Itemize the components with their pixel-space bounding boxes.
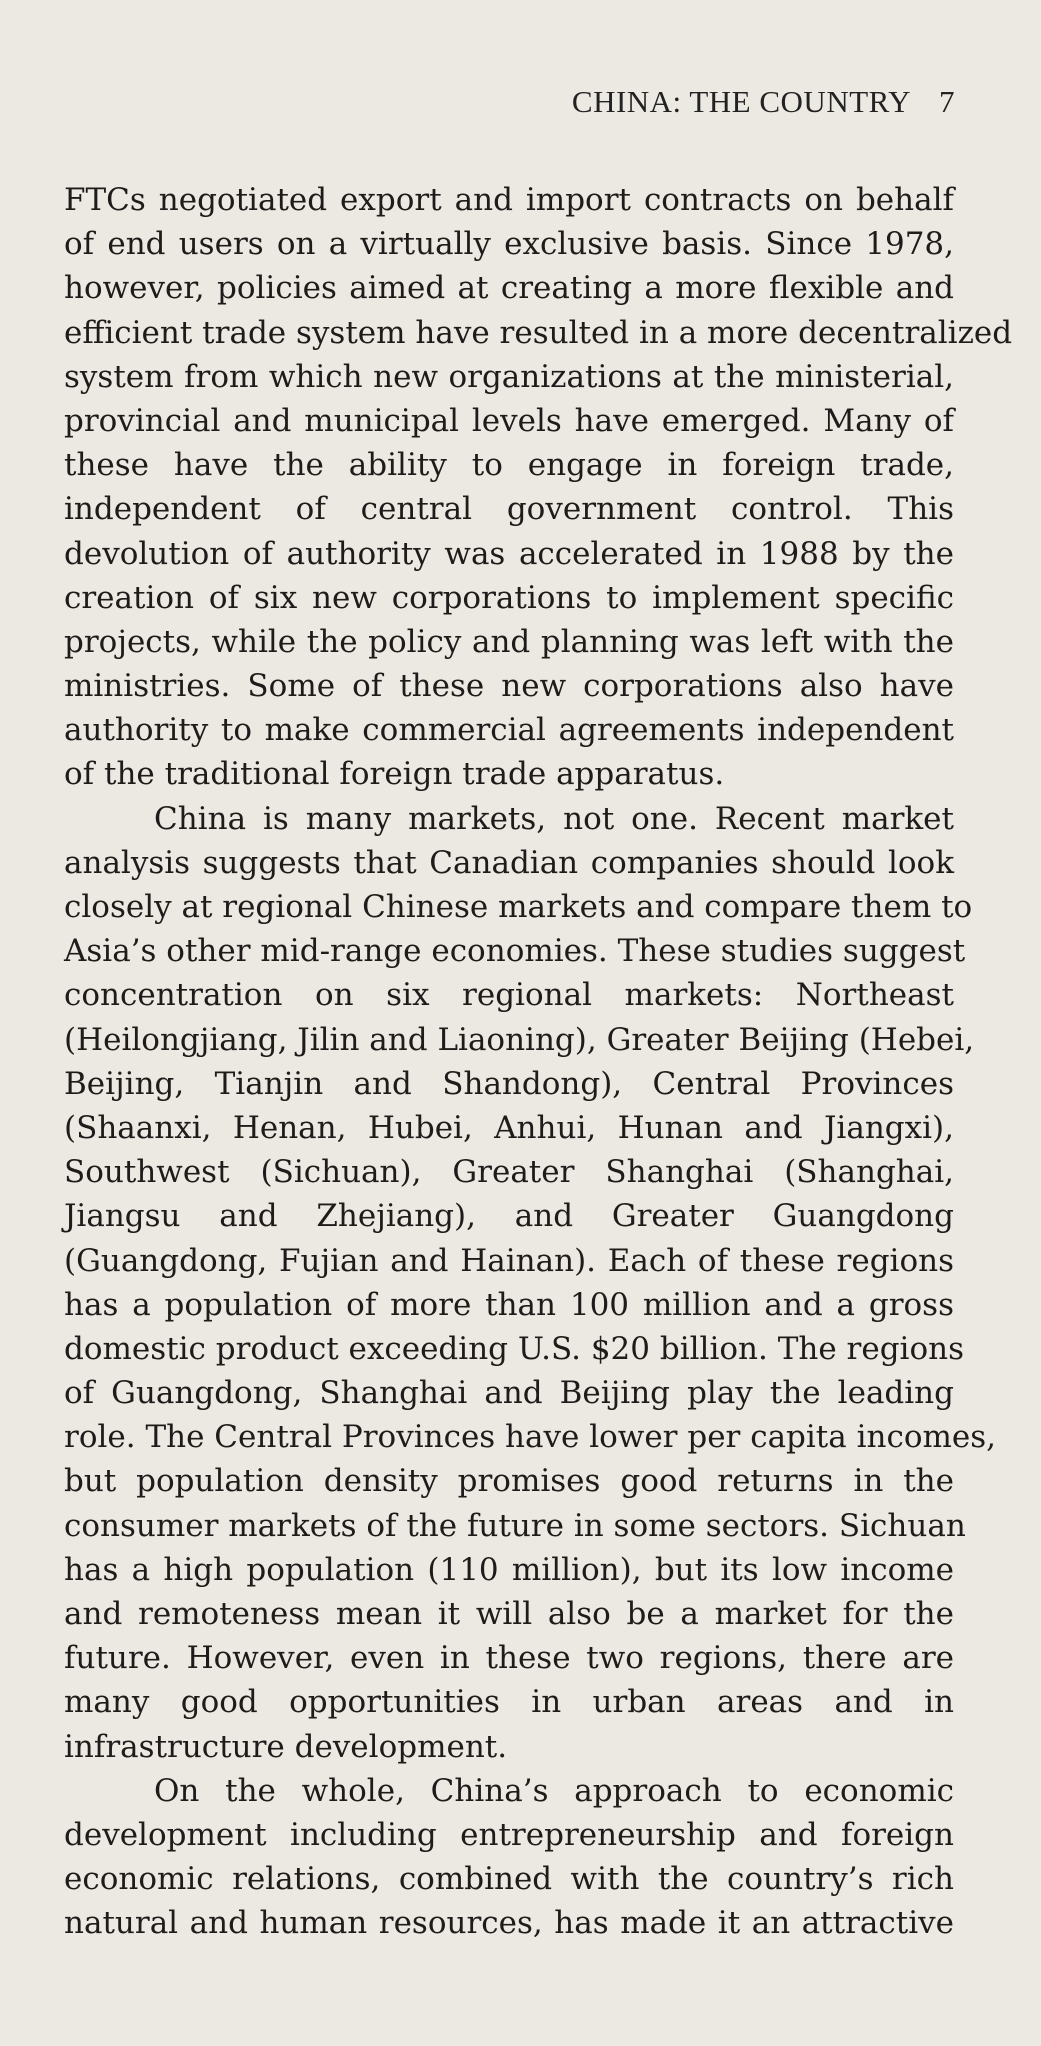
text-line: many good opportunities in urban areas and in xyxy=(64,1684,954,1721)
text-line: independent of central government control. This xyxy=(64,491,954,528)
text-line: has a population of more than 100 million and a gross xyxy=(64,1286,954,1323)
paragraph xyxy=(64,1769,954,1946)
text-line: consumer markets of the future in some sectors. Sichuan xyxy=(64,1507,966,1544)
text-line: (Shaanxi, Henan, Hubei, Anhui, Hunan and Jiangxi), xyxy=(64,1109,954,1146)
text-line: development including entrepreneurship and foreign xyxy=(64,1816,954,1853)
text-line: future. However, even in these two regions, there are xyxy=(64,1640,954,1677)
text-line: Southwest (Sichuan), Greater Shanghai (Shanghai, xyxy=(64,1154,954,1191)
text-line: however, policies aimed at creating a more flexible and xyxy=(64,270,954,307)
text-line: economic relations, combined with the country’s rich xyxy=(64,1861,954,1898)
text-line: of end users on a virtually exclusive basis. Since 1978, xyxy=(64,226,954,263)
text-line: closely at regional Chinese markets and compare them to xyxy=(64,889,973,925)
text-line: system from which new organizations at the ministerial, xyxy=(64,358,954,395)
text-line: these have the ability to engage in foreign trade, xyxy=(64,447,954,484)
running-title: CHINA: THE COUNTRY xyxy=(571,84,911,119)
page-number: 7 xyxy=(939,84,955,119)
text-line: Asia’s other mid-range economies. These studies suggest xyxy=(64,933,966,970)
text-line: On the whole, China’s approach to economic xyxy=(154,1772,954,1809)
paragraph xyxy=(64,797,997,1769)
text-line: domestic product exceeding U.S. $20 billion. The regions xyxy=(64,1330,964,1367)
text-line: China is many markets, not one. Recent market xyxy=(154,800,954,837)
text-line: efficient trade system have resulted in a more decentralized xyxy=(64,314,1013,351)
text-line: devolution of authority was accelerated in 1988 by the xyxy=(64,535,954,572)
text-line: but population density promises good returns in the xyxy=(64,1463,954,1500)
text-line: ministries. Some of these new corporations also have xyxy=(64,668,954,705)
text-line: of the traditional foreign trade apparatus. xyxy=(64,756,725,793)
text-line: FTCs negotiated export and import contracts on behalf xyxy=(64,182,954,218)
running-head xyxy=(572,84,955,120)
paragraph xyxy=(64,178,1013,797)
text-line: provincial and municipal levels have emerged. Many of xyxy=(64,402,954,439)
text-line: infrastructure development. xyxy=(64,1728,508,1765)
body-text xyxy=(64,178,1013,1946)
text-line: role. The Central Provinces have lower per capita incomes, xyxy=(64,1419,997,1456)
text-line: creation of six new corporations to implement specific xyxy=(64,579,954,616)
text-line: projects, while the policy and planning was left with the xyxy=(64,623,954,660)
text-line: of Guangdong, Shanghai and Beijing play the leading xyxy=(64,1375,954,1412)
text-line: natural and human resources, has made it an attractive xyxy=(64,1905,954,1942)
text-line: (Heilongjiang, Jilin and Liaoning), Greater Beijing (Hebei, xyxy=(64,1021,975,1058)
text-line: analysis suggests that Canadian companies should look xyxy=(64,844,954,881)
text-line: and remoteness mean it will also be a market for the xyxy=(64,1596,954,1632)
text-line: (Guangdong, Fujian and Hainan). Each of these regions xyxy=(64,1242,954,1279)
text-line: has a high population (110 million), but its low income xyxy=(64,1551,954,1588)
text-line: Jiangsu and Zhejiang), and Greater Guangdong xyxy=(64,1198,954,1235)
text-line: authority to make commercial agreements independent xyxy=(64,712,954,749)
text-line: concentration on six regional markets: Northeast xyxy=(64,977,954,1014)
text-line: Beijing, Tianjin and Shandong), Central Provinces xyxy=(64,1065,954,1102)
